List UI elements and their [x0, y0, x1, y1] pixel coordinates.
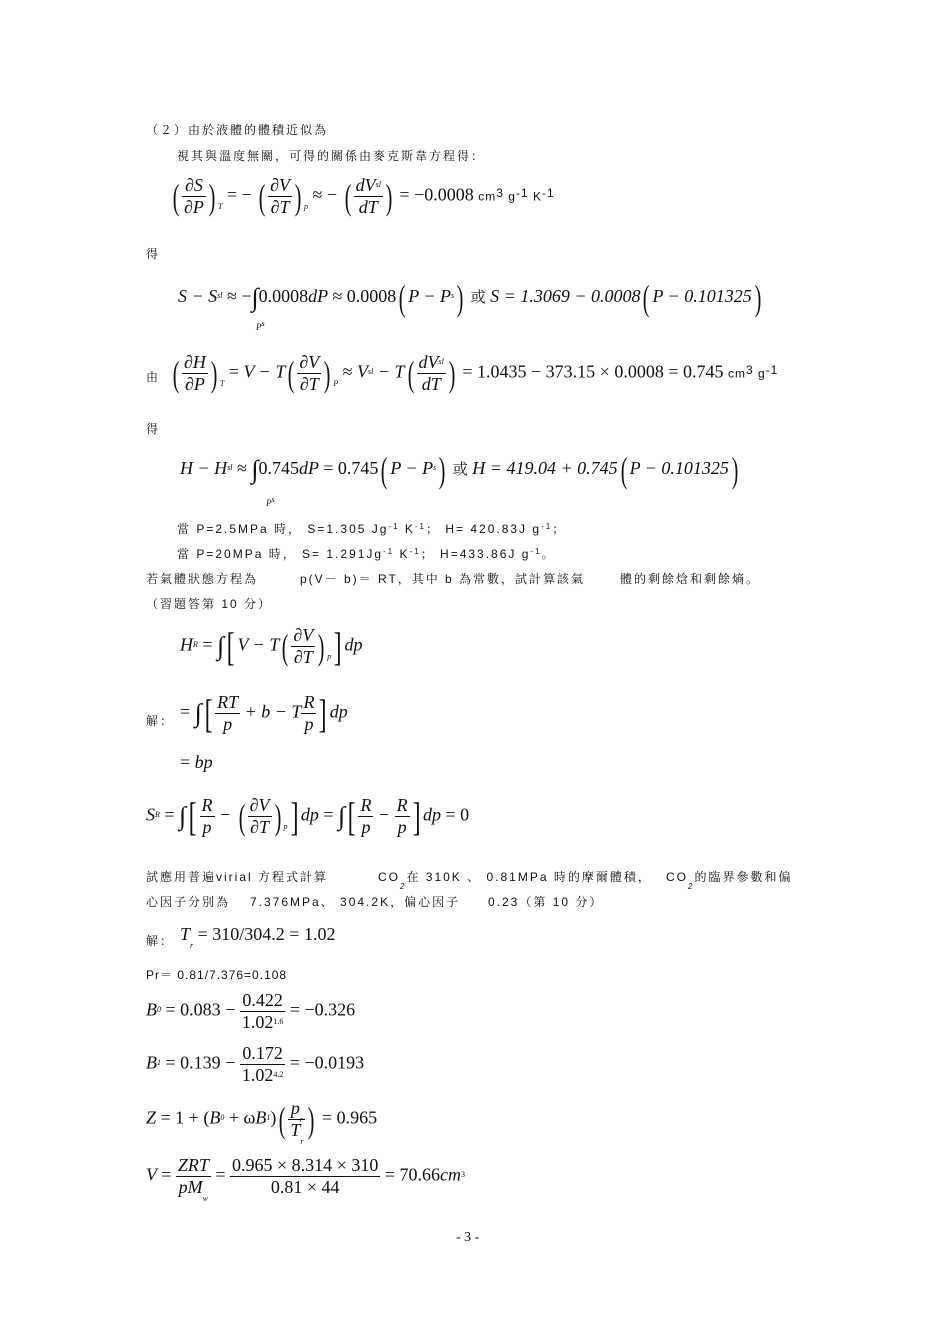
equation-b1: $B^1 = 0.139$ − $\frac{0.172}{1.02^{4.2}}$ = −0.0193	[146, 1043, 365, 1085]
equation-residual-enthalpy-2: = ∫[ $\frac{RT}{p}$ + b − T $\frac{R}{p}$ ] dp	[180, 690, 348, 736]
text-line-21: Pr＝ 0.81/7.376=0.108	[146, 968, 288, 982]
text-line-20: 解：	[146, 934, 175, 948]
text-line-13b: 第 10 分）	[202, 597, 273, 611]
equation-residual-entropy: $S^R$ = ∫[ $\frac{R}{p}$ − ( $\frac{\partial V}{\partial T}$ ) $_p$] dp = ∫[ $\frac{R}{p}$ − $\frac{R}{p}$ ] dp = 0	[146, 793, 470, 839]
integral-limit-ps-1: Ps	[256, 319, 265, 332]
text-line-12c: b 為常數，試計算該氣	[445, 572, 586, 586]
text-line-10: 當 P=2.5MPa 時， S=1.305 $Jg^{-1}$ $K^{-1}$； H= 420.83J $g^{-1}$；	[177, 522, 567, 536]
equation-v: V = $\frac{\text{ZRT}}{pM_w}$ = $\frac{0.965 \times 8.314 \times 310}{0.81 \times 44}$ = $70.66cm^3$	[146, 1155, 465, 1203]
text-line-1: （２）由於液體的體積近似為	[146, 123, 329, 137]
text-line-18b: virial 方程式計算	[216, 870, 329, 884]
equation-tr: $T_r = 310/304.2 = 1.02$	[180, 924, 336, 950]
equation-enthalpy: $H - H^{sl} \approx \int 0.745dP = 0.745$( $P - P^s$) 或 H = 419.04 + 0.745( P − 0.101325)	[180, 450, 739, 490]
equation-enthalpy-derivative: ( $\frac{\partial H}{\partial P}$ ) $_T$ = V − T( $\frac{\partial V}{\partial T}$ ) $_P \approx V^{sl} - T$( $\frac{dV^{sl}}{dT}$ ) = 1.0435 − 373.15 × 0.0008 = 0.745 $cm^3$ $g^{-1}$	[172, 352, 779, 394]
equation-entropy: $S - S^{sl} \approx -\int 0.0008dP \approx 0.0008$( $P - P^s$) 或 S = 1.3069 − 0.0008( P − 0.101325)	[178, 278, 762, 318]
text-line-18c: $CO_2$在 310K 、 0.81MPa 時的摩爾體積，	[378, 870, 652, 891]
text-line-12a: 若氣體狀態方程為	[146, 572, 259, 586]
text-line-19c: 0.23（第 10 分）	[488, 895, 604, 909]
text-line-18f: $CO_2$的臨界參數和偏	[666, 870, 793, 891]
text-line-19b: 7.376MPa、 304.2K，偏心因子	[250, 895, 461, 909]
equation-residual-enthalpy: $H^R$ = ∫[ V − T( $\frac{\partial V}{\partial T}$ ) $_p$] dp	[180, 623, 363, 669]
equation-z: $Z = 1 + (B^0 + \omega B^1)$( $\frac{p_r}{T_r}$ ) = 0.965	[146, 1098, 378, 1146]
equation-residual-enthalpy-3: = bp	[180, 752, 213, 772]
text-line-12d: 體的剩餘焓和剩餘熵。	[620, 572, 761, 586]
text-line-15: 解：	[146, 714, 175, 728]
text-line-19a: 心因子分別為	[146, 895, 231, 909]
equation-maxwell: ( $\frac{\partial S}{\partial P}$ ) $_T$ = − ( $\frac{\partial V}{\partial T}$ ) $_p$ ≈ − ( $\frac{dV^{sl}}{dT}$ ) = −0.0008 $cm^3$ $g^{-1}$ $K^{-1}$	[172, 175, 555, 217]
equation-b0: $B^0 = 0.083$ − $\frac{0.422}{1.02^{1.6}}$ = −0.326	[146, 990, 356, 1032]
text-line-13a: （習題答	[146, 597, 203, 611]
text-line-11: 當 P=20MPa 時， $S= 1.291Jg^{-1}$ $K^{-1}$； H=433.86J $g^{-1}$。	[177, 547, 556, 561]
text-line-8: 得	[146, 422, 161, 436]
text-line-18a: 試應用普遍	[146, 870, 217, 884]
text-line-12b: p(V－ b)＝ RT，其中	[300, 572, 440, 586]
text-line-6: 由	[146, 370, 161, 384]
integral-limit-ps-2: Ps	[266, 495, 275, 508]
text-line-2: 視其與溫度無關，可得的關係由麥克斯韋方程得：	[177, 149, 486, 163]
text-line-4: 得	[146, 247, 161, 261]
page-number: - 3 -	[456, 1230, 480, 1245]
